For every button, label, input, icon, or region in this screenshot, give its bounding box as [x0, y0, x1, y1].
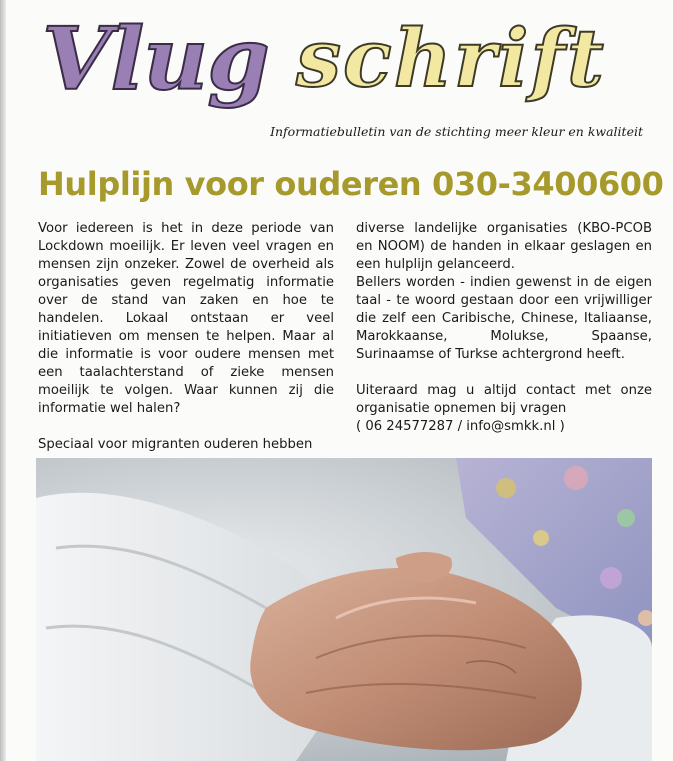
article-paragraph: Uiteraard mag u altijd contact met onze organisatie opnemen bij vragen: [356, 383, 652, 416]
logo-word-schrift: schrift: [296, 11, 606, 105]
article-paragraph: Voor iedereen is het in deze periode van Lockdown moeilijk. Er leven veel vragen en mensen zijn onzeker. Zowel de overheid als organisaties geven regelmatig informatie over de stand van zaken en hoe te handelen. Lokaal ontstaan er veel initiatieven om mensen te helpen. Maar al die informatie is voor oudere mensen met een taalachterstand of zieke mensen moeilijk te volgen. Waar kunnen zij die informatie wel halen?: [38, 221, 334, 416]
article-paragraph: Speciaal voor migranten ouderen hebben: [38, 437, 313, 452]
masthead: [40, 6, 660, 116]
masthead-tagline: Informatiebulletin van de stichting meer kleur en kwaliteit: [270, 124, 643, 139]
article-column-left: [38, 220, 334, 472]
article-column-right: [356, 220, 652, 454]
logo-word-vlug: Vlug: [42, 9, 269, 110]
page-edge-shadow: [0, 0, 6, 761]
contact-info: ( 06 24577287 / info@smkk.nl ): [356, 419, 565, 434]
article-paragraph: diverse landelijke organisaties (KBO-PCOB en NOOM) de handen in elkaar geslagen en een hulplijn gelanceerd.: [356, 221, 652, 272]
photo-elderly-hands: [36, 458, 652, 761]
hands-illustration: [36, 458, 652, 761]
article-headline: Hulplijn voor ouderen 030-3400600: [38, 165, 664, 203]
article-paragraph: Bellers worden - indien gewenst in de eigen taal - te woord gestaan door een vrijwilliger die zelf een Caribische, Chinese, Italiaanse, Marokkaanse, Molukse, Spaanse, Surinaamse of Turkse achtergrond heeft.: [356, 275, 652, 362]
